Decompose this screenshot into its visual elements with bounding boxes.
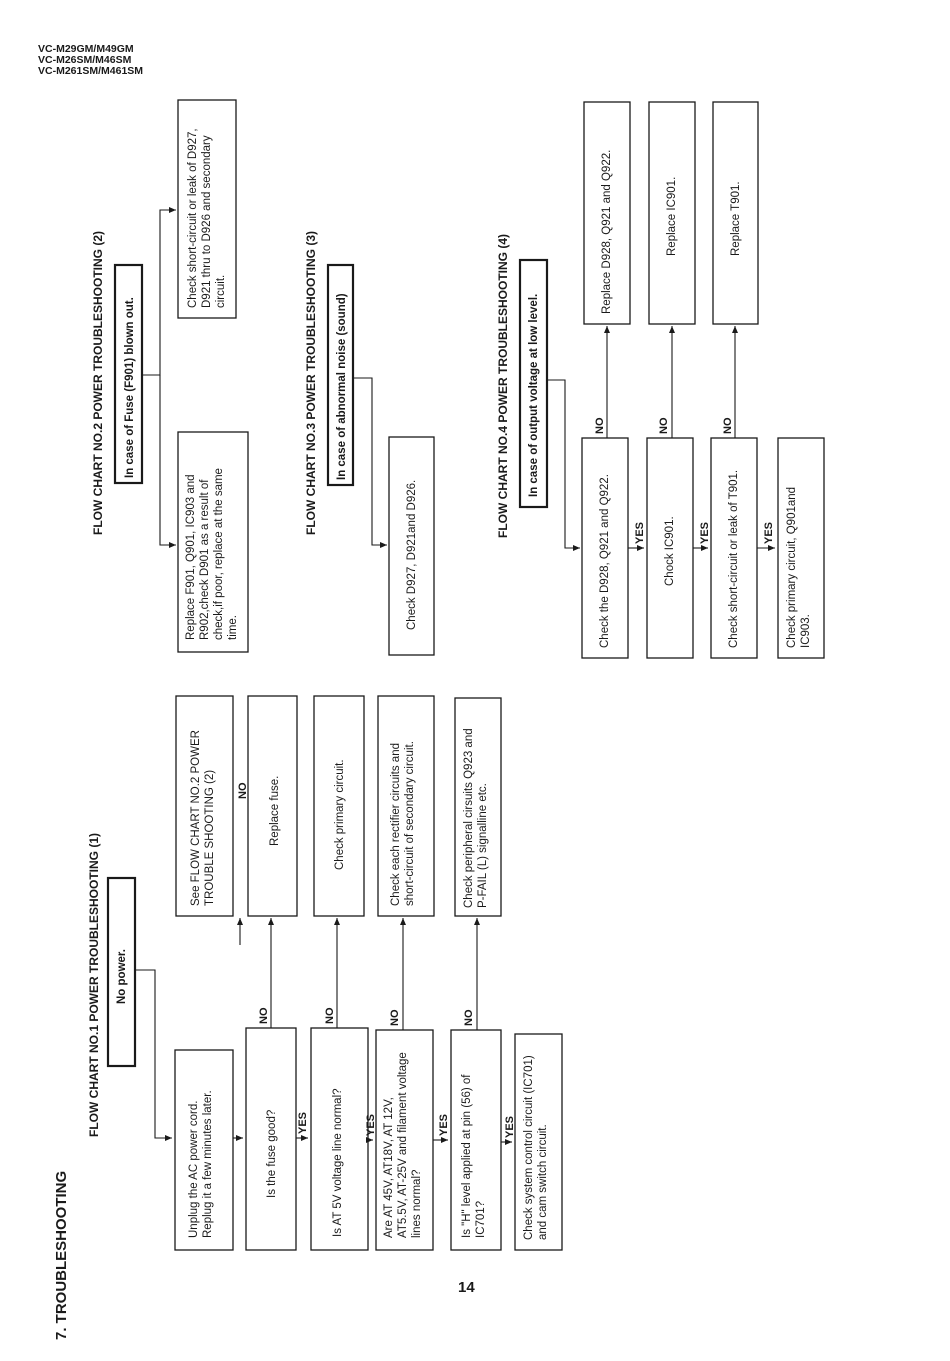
chart1-no-action-5-text: Check peripheral cirsuits Q923 and P-FAIL (L) signalline etc.	[463, 728, 489, 908]
chart4-no-action-2-text: Replace IC901.	[666, 176, 678, 256]
chart1-start-text: No power.	[116, 949, 128, 1004]
chart4-title: FLOW CHART NO.4 POWER TROUBLESHOOTING (4)	[496, 234, 510, 538]
chart2-connector-a	[160, 375, 176, 545]
chart1-step6-text: Check system control circuit (IC701) and cam switch circuit.	[523, 1055, 549, 1240]
chart4-step1-text: Check the D928, Q921 and Q922.	[599, 474, 611, 648]
section-title: 7. TROUBLESHOOTING	[53, 1170, 70, 1340]
chart1-yes-label-4: YES	[438, 1113, 450, 1136]
chart1-yes-label-5: YES	[504, 1115, 516, 1138]
chart3-title: FLOW CHART NO.3 POWER TROUBLESHOOTING (3)	[304, 231, 318, 535]
chart4-step4-text: Check primary circuit, Q901and IC903.	[786, 486, 812, 648]
chart2-connector-b	[142, 210, 176, 375]
chart1-step2-text: Is the fuse good?	[266, 1109, 278, 1198]
chart4-no-action-1-text: Replace D928, Q921 and Q922.	[601, 149, 613, 314]
chart4-no-action-3-text: Replace T901.	[730, 181, 742, 256]
chart4-yes-label-3: YES	[763, 521, 775, 544]
chart1-title: FLOW CHART NO.1 POWER TROUBLESHOOTING (1)	[87, 833, 101, 1137]
page-number: 14	[458, 1279, 475, 1296]
chart1-no-label-4: NO	[389, 1009, 401, 1026]
chart1-no-label-2: NO	[258, 1007, 270, 1024]
chart1-no-label-5: NO	[463, 1009, 475, 1026]
model-line-1: VC-M29GM/M49GM	[38, 43, 134, 55]
model-line-2: VC-M26SM/M46SM	[38, 54, 132, 66]
chart1-step5-text: Is "H" level applied at pin (56) of IC701?	[461, 1074, 487, 1238]
chart2-start-text: In case of Fuse (F901) blown out.	[124, 297, 136, 478]
chart1-no-label-3: NO	[324, 1007, 336, 1024]
chart1-yes-label-3: YES	[365, 1113, 377, 1136]
chart1-step1-text: Unplug the AC power cord. Replug it a few minutes later.	[188, 1090, 214, 1238]
chart4-no-label-2: NO	[658, 417, 670, 434]
chart4-yes-label-1: YES	[634, 521, 646, 544]
chart4-no-label-3: NO	[722, 417, 734, 434]
chart4-yes-label-2: YES	[699, 521, 711, 544]
chart4-no-label-1: NO	[594, 417, 606, 434]
chart1-step3-text: Is AT 5V voltage line normal?	[332, 1088, 344, 1237]
chart3-start-text: In case of abnormal noise (sound)	[336, 293, 348, 480]
chart2-branch-a-text: Replace F901, Q901, IC903 and R902,check D901 as a result of check,if poor, replace at the same time.	[185, 468, 239, 640]
chart4-start-connector	[547, 380, 580, 548]
chart1-no-label-fuse-top: NO	[237, 782, 249, 799]
chart3-action-text: Check D927, D921and D926.	[406, 479, 418, 630]
chart4-step3-text: Check short-circuit or leak of T901.	[728, 469, 740, 648]
model-line-3: VC-M261SM/M461SM	[38, 65, 144, 77]
chart2-branch-b-text: Check short-circuit or leak of D927, D921 thru to D926 and secondary circuit.	[187, 128, 227, 308]
chart2-title: FLOW CHART NO.2 POWER TROUBLESHOOTING (2)	[91, 231, 105, 535]
chart4-step2-text: Chock IC901.	[664, 516, 676, 586]
chart1-no-action-3-text: Check primary circuit.	[334, 759, 346, 870]
chart1-no-action-4-text: Check each rectifier circuits and short-circuit of secondary circuit.	[390, 741, 416, 906]
chart3-connector	[353, 378, 387, 545]
chart1-yes-label-2: YES	[297, 1111, 309, 1134]
chart4-start-text: In case of output voltage at low level.	[528, 293, 540, 497]
chart1-step4-text: Are AT 45V, AT18V, AT 12V, AT5.5V, AT-25V and filament voltage lines normal?	[383, 1052, 423, 1238]
chart1-no-action-2-text: Replace fuse.	[269, 775, 281, 846]
chart1-fuse-no-top-text: See FLOW CHART NO.2 POWER TROUBLE SHOOTING (2)	[190, 730, 216, 906]
chart1-start-connector	[135, 970, 172, 1138]
